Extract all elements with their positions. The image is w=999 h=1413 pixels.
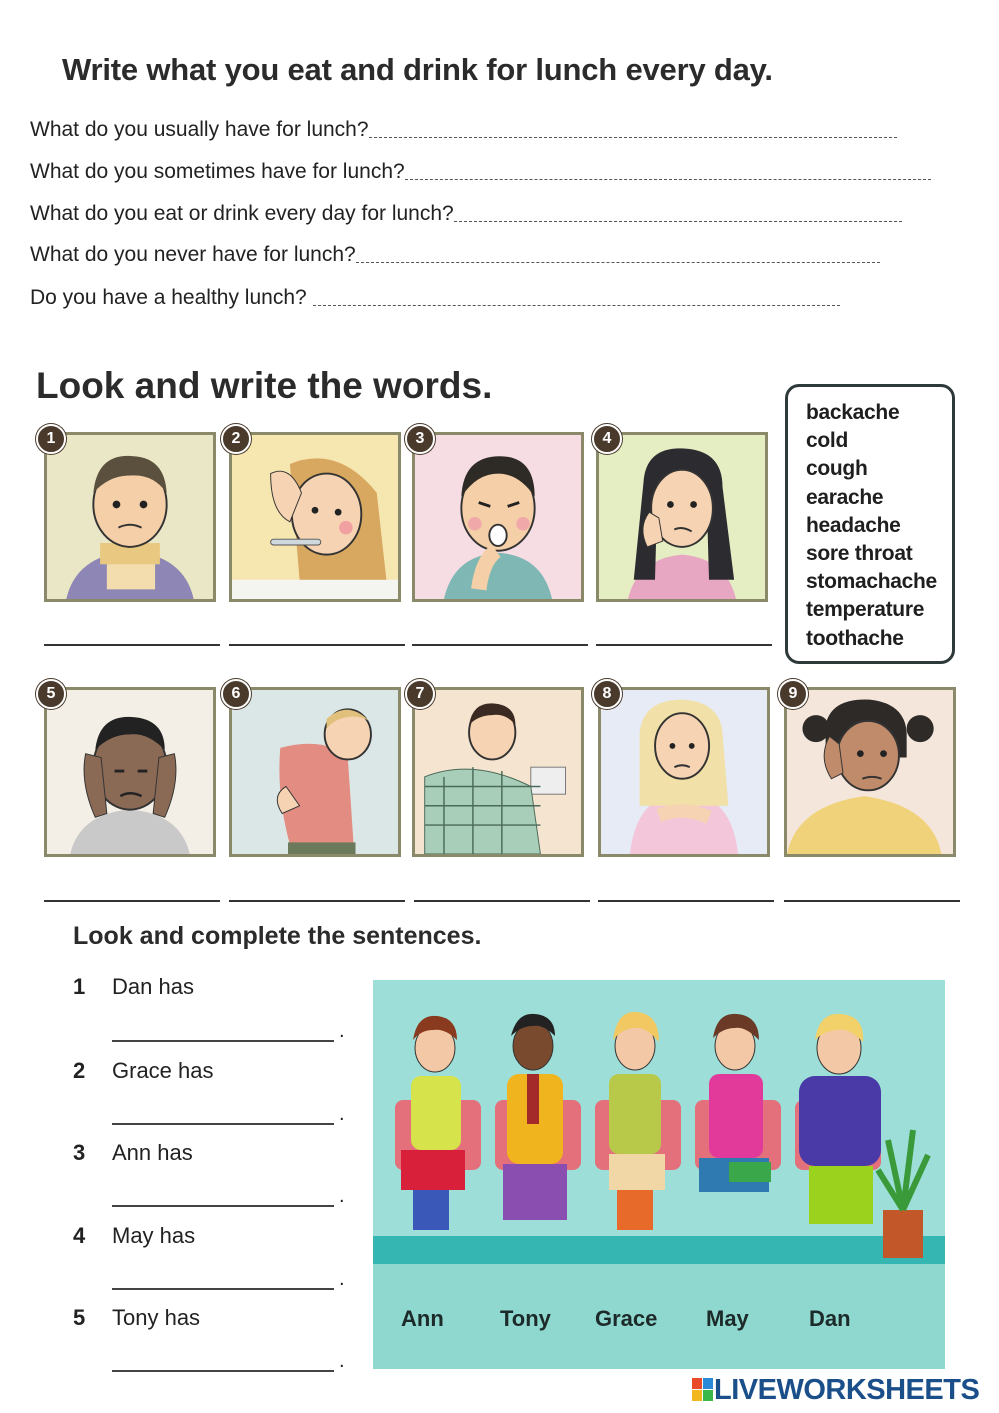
picture-answer-8[interactable] bbox=[598, 876, 774, 902]
answer-input-4[interactable] bbox=[356, 262, 880, 263]
word-temperature: temperature bbox=[806, 598, 925, 622]
answer-input-2[interactable] bbox=[405, 179, 931, 180]
picture-answer-9[interactable] bbox=[784, 876, 960, 902]
section2-title: Look and write the words. bbox=[36, 365, 493, 406]
sentence-1-input[interactable] bbox=[112, 1016, 334, 1042]
number-badge-7: 7 bbox=[405, 679, 435, 709]
sentence-3-text: Ann has bbox=[112, 1140, 193, 1165]
picture-answer-3[interactable] bbox=[412, 620, 588, 646]
sentence-2-text: Grace has bbox=[112, 1058, 214, 1083]
name-label-grace: Grace bbox=[595, 1306, 658, 1331]
picture-1-sore-throat-boy bbox=[44, 432, 216, 602]
word-cough: cough bbox=[806, 457, 868, 481]
number-badge-1: 1 bbox=[36, 424, 66, 454]
word-stomachache: stomachache bbox=[806, 570, 937, 594]
picture-answer-6[interactable] bbox=[229, 876, 405, 902]
word-headache: headache bbox=[806, 513, 901, 537]
logo-icon bbox=[692, 1378, 714, 1402]
picture-answer-5[interactable] bbox=[44, 876, 220, 902]
sentence-4-input[interactable] bbox=[112, 1264, 334, 1290]
sentence-2-number: 2 bbox=[73, 1058, 86, 1083]
sentence-5-period: . bbox=[339, 1350, 345, 1372]
sentence-4-text: May has bbox=[112, 1223, 196, 1248]
sentence-3-period: . bbox=[339, 1185, 345, 1207]
sentence-4-number: 4 bbox=[73, 1223, 86, 1248]
sentence-4-period: . bbox=[339, 1268, 345, 1290]
number-badge-4: 4 bbox=[592, 424, 622, 454]
sentence-3-number: 3 bbox=[73, 1140, 86, 1165]
section1-title: Write what you eat and drink for lunch every day. bbox=[62, 52, 773, 87]
picture-2-temperature-girl bbox=[229, 432, 401, 602]
sentence-2-input[interactable] bbox=[112, 1099, 334, 1125]
number-badge-9: 9 bbox=[778, 679, 808, 709]
number-badge-5: 5 bbox=[36, 679, 66, 709]
number-badge-2: 2 bbox=[221, 424, 251, 454]
sentence-5-input[interactable] bbox=[112, 1346, 334, 1372]
answer-input-1[interactable] bbox=[369, 137, 897, 138]
answer-input-3[interactable] bbox=[454, 221, 902, 222]
word-earache: earache bbox=[806, 485, 884, 509]
question-2-text: What do you sometimes have for lunch? bbox=[30, 160, 405, 183]
picture-8-stomachache-girl bbox=[598, 687, 770, 857]
name-label-may: May bbox=[706, 1306, 749, 1331]
number-badge-6: 6 bbox=[221, 679, 251, 709]
question-row-1 bbox=[30, 108, 897, 142]
word-sore-throat: sore throat bbox=[806, 542, 913, 566]
picture-5-headache-boy bbox=[44, 687, 216, 857]
word-bank bbox=[785, 384, 955, 664]
picture-4-toothache-girl bbox=[596, 432, 768, 602]
name-label-tony: Tony bbox=[500, 1306, 551, 1331]
picture-answer-1[interactable] bbox=[44, 620, 220, 646]
picture-3-cough-boy bbox=[412, 432, 584, 602]
word-backache: backache bbox=[806, 401, 900, 424]
sentence-3-input[interactable] bbox=[112, 1181, 334, 1207]
picture-6-backache-girl bbox=[229, 687, 401, 857]
picture-answer-4[interactable] bbox=[596, 620, 772, 646]
section3-title: Look and complete the sentences. bbox=[73, 922, 482, 950]
question-row-2 bbox=[30, 150, 931, 184]
sentence-5-text: Tony has bbox=[112, 1305, 201, 1330]
word-toothache: toothache bbox=[806, 626, 904, 650]
waiting-room-illustration bbox=[373, 980, 945, 1369]
logo-text: LIVEWORKSHEETS bbox=[714, 1373, 980, 1406]
sentence-5-number: 5 bbox=[73, 1305, 86, 1330]
picture-answer-2[interactable] bbox=[229, 620, 405, 646]
question-1-text: What do you usually have for lunch? bbox=[30, 118, 369, 141]
picture-9-earache-girl bbox=[784, 687, 956, 857]
answer-input-5[interactable] bbox=[313, 305, 840, 306]
sentence-2-period: . bbox=[339, 1103, 345, 1125]
number-badge-3: 3 bbox=[405, 424, 435, 454]
number-badge-8: 8 bbox=[592, 679, 622, 709]
picture-answer-7[interactable] bbox=[414, 876, 590, 902]
question-row-5 bbox=[30, 276, 840, 310]
question-row-4 bbox=[30, 233, 880, 267]
question-4-text: What do you never have for lunch? bbox=[30, 243, 356, 266]
question-row-3 bbox=[30, 192, 902, 226]
liveworksheets-logo bbox=[692, 1374, 979, 1406]
word-cold: cold bbox=[806, 429, 848, 453]
question-5-text: Do you have a healthy lunch? bbox=[30, 286, 307, 309]
sentence-1-text: Dan has bbox=[112, 974, 194, 999]
picture-7-stomachache-boy-in-bed bbox=[412, 687, 584, 857]
question-3-text: What do you eat or drink every day for lunch? bbox=[30, 202, 454, 225]
sentence-1-number: 1 bbox=[73, 974, 86, 999]
sentence-1-period: . bbox=[339, 1020, 345, 1042]
name-label-dan: Dan bbox=[809, 1306, 851, 1331]
name-label-ann: Ann bbox=[401, 1306, 444, 1331]
